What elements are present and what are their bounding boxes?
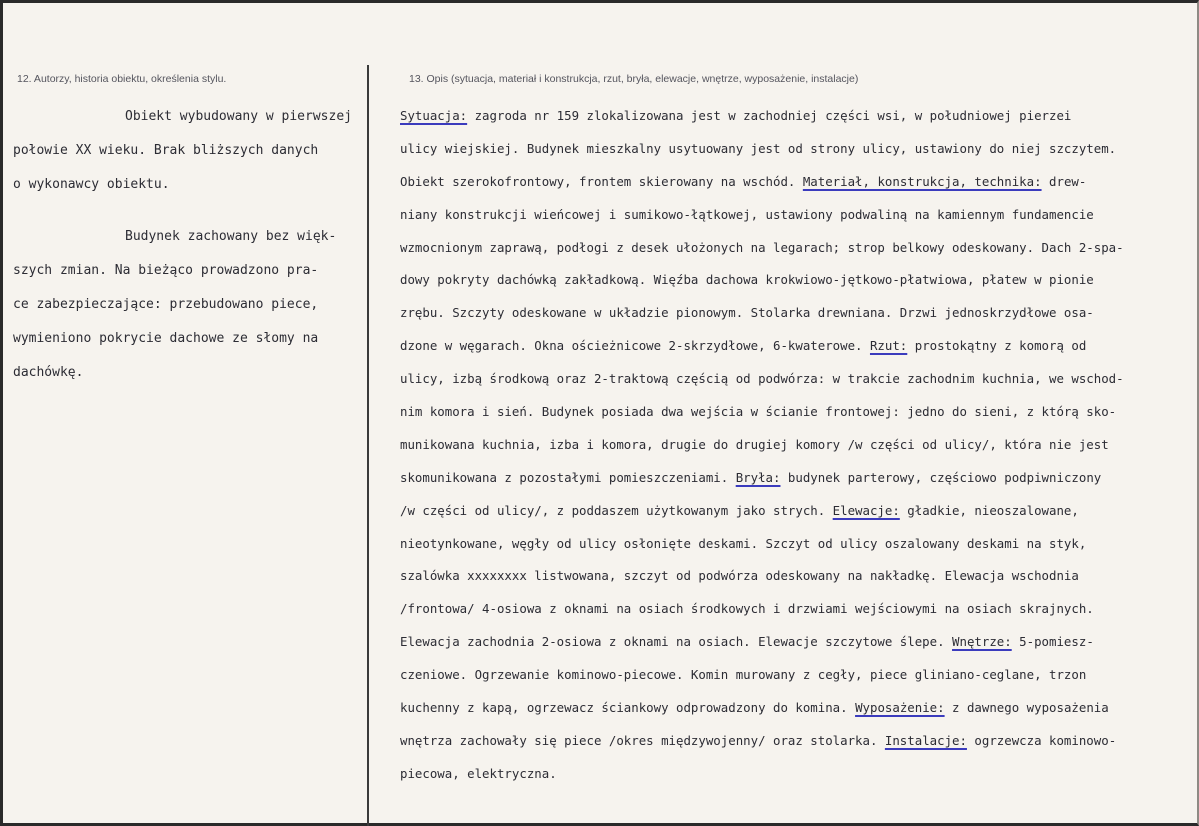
column-divider — [367, 65, 369, 826]
description-text-run: skomunikowana z pozostałymi pomieszczeniami. — [400, 469, 736, 485]
history-line: Budynek zachowany bez więk- — [125, 228, 337, 244]
description-text-run: nieotynkowane, węgły od ulicy osłonięte deskami. Szczyt od ulicy oszalowany deskami na styk, — [400, 535, 1087, 551]
description-line — [400, 462, 1190, 495]
description-line — [400, 363, 1190, 396]
section-heading: Elewacje: — [832, 502, 900, 518]
description-text-run: wzmocnionym zaprawą, podłogi z desek ułożonych na legarach; strop belkowy odeskowany. Dach 2-spa- — [400, 239, 1124, 255]
description-line — [400, 199, 1190, 232]
description-line — [400, 232, 1190, 265]
history-line: wymieniono pokrycie dachowe ze słomy na — [13, 331, 319, 347]
description-line — [400, 528, 1190, 561]
description-line — [400, 429, 1190, 462]
description-line — [400, 626, 1190, 659]
description-line — [400, 297, 1190, 330]
section-heading: Sytuacja: — [400, 108, 468, 123]
description-line — [400, 495, 1190, 528]
description-line — [400, 659, 1190, 692]
description-text-run: zagroda nr 159 zlokalizowana jest w zachodniej części wsi, w południowej pierzei — [467, 108, 1072, 123]
section-13-header: 13. Opis (sytuacja, materiał i konstrukcja, rzut, bryła, elewacje, wnętrze, wyposażenie, instalacje) — [409, 73, 859, 85]
description-line — [400, 396, 1190, 429]
history-line: ce zabezpieczające: przebudowano piece, — [13, 296, 319, 312]
description-line — [400, 593, 1190, 626]
history-text — [13, 100, 363, 391]
description-line — [400, 725, 1190, 758]
description-text-run: budynek parterowy, częściowo podpiwniczony — [780, 469, 1102, 485]
history-line: szych zmian. Na bieżąco prowadzono pra- — [13, 262, 319, 278]
history-line: połowie XX wieku. Brak bliższych danych — [13, 143, 319, 159]
description-text-run: z dawnego wyposażenia — [944, 700, 1109, 716]
description-text-run: gładkie, nieoszalowane, — [899, 502, 1079, 518]
description-text-run: munikowana kuchnia, izba i komora, drugie do drugiej komory /w części od ulicy/, która nie jest — [400, 436, 1109, 452]
description-line — [400, 166, 1190, 199]
description-text-run: piecowa, elektryczna. — [400, 765, 557, 781]
description-line — [400, 560, 1190, 593]
description-text-run: Elewacja zachodnia 2-osiowa z oknami na osiach. Elewacje szczytowe ślepe. — [400, 634, 953, 650]
section-heading: Rzut: — [869, 338, 908, 354]
description-text-run: /w części od ulicy/, z poddaszem użytkowanym jako strych. — [400, 502, 833, 518]
description-line — [400, 692, 1190, 725]
description-text-run: zrębu. Szczyty odeskowane w układzie pionowym. Stolarka drewniana. Drzwi jednoskrzydłowe osa- — [400, 305, 1094, 321]
description-text-run: ulicy wiejskiej. Budynek mieszkalny usytuowany jest od strony ulicy, ustawiony do niej szczytem. — [400, 140, 1117, 156]
section-12-header: 12. Autorzy, historia obiektu, określenia stylu. — [17, 73, 227, 85]
description-text-run: 5-pomiesz- — [1011, 634, 1094, 650]
description-text-run: drew- — [1041, 173, 1087, 189]
description-line — [400, 330, 1190, 363]
section-heading: Instalacje: — [884, 732, 967, 748]
description-text-run: dowy pokryty dachówką zakładkową. Więźba dachowa krokwiowo-jętkowo-płatwiowa, płatew w pionie — [400, 272, 1094, 288]
description-text-run: ogrzewcza kominowo- — [966, 732, 1117, 748]
description-text-run: szalówka xxxxxxxx listwowana, szczyt od podwórza odeskowany na nakładkę. Elewacja wschodnia — [400, 568, 1079, 584]
description-line — [400, 133, 1190, 166]
history-line: o wykonawcy obiektu. — [13, 177, 170, 193]
description-line — [400, 758, 1190, 791]
section-heading: Materiał, konstrukcja, technika: — [802, 173, 1042, 189]
section-heading: Wyposażenie: — [855, 700, 945, 716]
description-text-run: prostokątny z komorą od — [907, 338, 1087, 354]
history-line: Obiekt wybudowany w pierwszej — [125, 109, 352, 124]
history-line: dachówkę. — [13, 365, 84, 381]
section-heading: Wnętrze: — [952, 634, 1012, 650]
description-text-run: Obiekt szerokofrontowy, frontem skierowany na wschód. — [400, 173, 803, 189]
description-text-run: nim komora i sień. Budynek posiada dwa wejścia w ścianie frontowej: jedno do sieni, z którą sko- — [400, 404, 1117, 420]
description-text-run: /frontowa/ 4-osiowa z oknami na osiach środkowych i drzwiami wejściowymi na osiach skrajnych. — [400, 601, 1094, 617]
description-text-run: czeniowe. Ogrzewanie kominowo-piecowe. Komin murowany z cegły, piece gliniano-ceglane, trzon — [400, 667, 1087, 683]
description-text-run: kuchenny z kapą, ogrzewacz ściankowy odprowadzony do komina. — [400, 700, 856, 716]
section-heading: Bryła: — [735, 469, 781, 485]
description-text-run: ulicy, izbą środkową oraz 2-traktową częścią od podwórza: w trakcie zachodnim kuchnia, we wschod- — [400, 371, 1124, 387]
description-text-run: wnętrza zachowały się piece /okres międzywojenny/ oraz stolarka. — [400, 732, 885, 748]
description-text — [400, 100, 1190, 791]
description-line — [400, 264, 1190, 297]
description-text-run: niany konstrukcji wieńcowej i sumikowo-łątkowej, ustawiony podwaliną na kamiennym fundamencie — [400, 206, 1094, 222]
description-text-run: dzone w węgarach. Okna ościeżnicowe 2-skrzydłowe, 6-kwaterowe. — [400, 338, 870, 354]
description-line — [400, 100, 1190, 133]
